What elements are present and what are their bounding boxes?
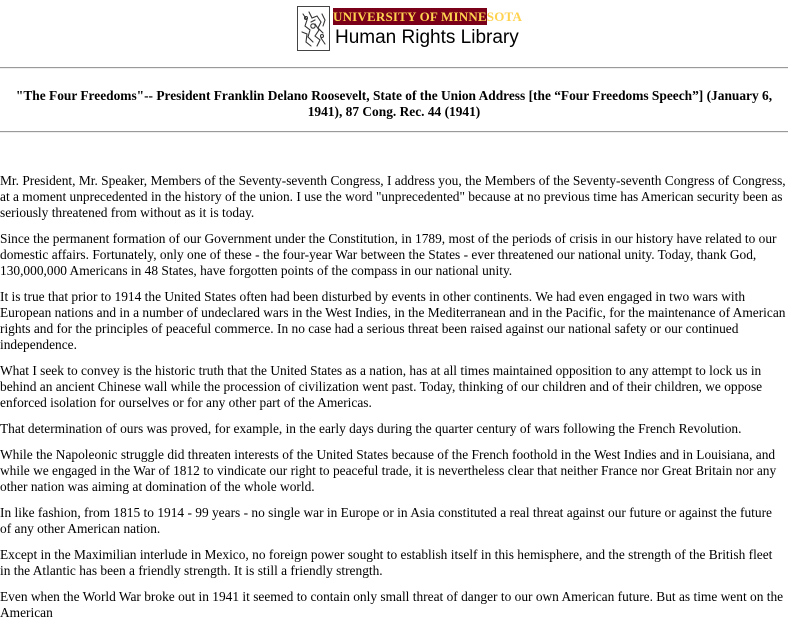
paragraph: Since the permanent formation of our Government under the Constitution, in 1789, most of the periods of crisis in our history have related to our domestic affairs. Fortunately, only one of these - the four-year War between the States - ever threatened our national unity. Today, thank God, 130,000,000 Americans in 48 States, have forgotten points of the compass in our national unity. [0,231,777,278]
speech-body [0,173,786,631]
header-divider [0,67,788,69]
paragraph: Mr. President, Mr. Speaker, Members of the Seventy-seventh Congress, I address you, the Members of the Seventy-seventh Congress of Congress, at a moment unprecedented in the history of the union. I use the word "unprecedented" because at no previous time has American security been as seriously threatened from without as it is today. [0,173,786,220]
paragraph: In like fashion, from 1815 to 1914 - 99 years - no single war in Europe or in Asia constituted a real threat against our future or against the future of any other American nation. [0,505,772,536]
paragraph: Even when the World War broke out in 1941 it seemed to contain only small threat of danger to our own American future. But as time went on the American [0,589,784,620]
site-header [297,6,523,52]
library-name[interactable]: Human Rights Library [335,27,519,48]
seal-logo-icon[interactable] [297,6,330,51]
university-banner[interactable]: UNIVERSITY OF MINNESOTA [333,9,523,24]
paragraph: What I seek to convey is the historic truth that the United States as a nation, has at all times maintained opposition to any attempt to lock us in behind an ancient Chinese wall while the procession of civilization went past. Today, thinking of our children and of their children, we oppose enforced isolation for ourselves or for any other part of the Americas. [0,363,763,410]
paragraph: It is true that prior to 1914 the United States often had been disturbed by events in other continents. We had even engaged in two wars with European nations and in a number of undeclared wars in the West Indies, in the Mediterranean and in the Pacific, for the maintenance of American rights and for the principles of peaceful commerce. In no case had a serious threat been raised against our national safety or our continued independence. [0,289,786,352]
title-divider [0,131,788,133]
document-title: "The Four Freedoms"-- President Franklin Delano Roosevelt, State of the Union Address [the “Four Freedoms Speech”] (January 6, 1941), 87 Cong. Rec. 44 (1941) [15,88,773,119]
paragraph: Except in the Maximilian interlude in Mexico, no foreign power sought to establish itself in this hemisphere, and the strength of the British fleet in the Atlantic has been a friendly strength. It is still a friendly strength. [0,547,773,578]
paragraph: While the Napoleonic struggle did threaten interests of the United States because of the French foothold in the West Indies and in Louisiana, and while we engaged in the War of 1812 to vindicate our right to peaceful trade, it is nevertheless clear that neither France nor Great Britain nor any other nation was aiming at domination of the whole world. [0,447,777,494]
paragraph: That determination of ours was proved, for example, in the early days during the quarter century of wars following the French Revolution. [0,421,742,436]
